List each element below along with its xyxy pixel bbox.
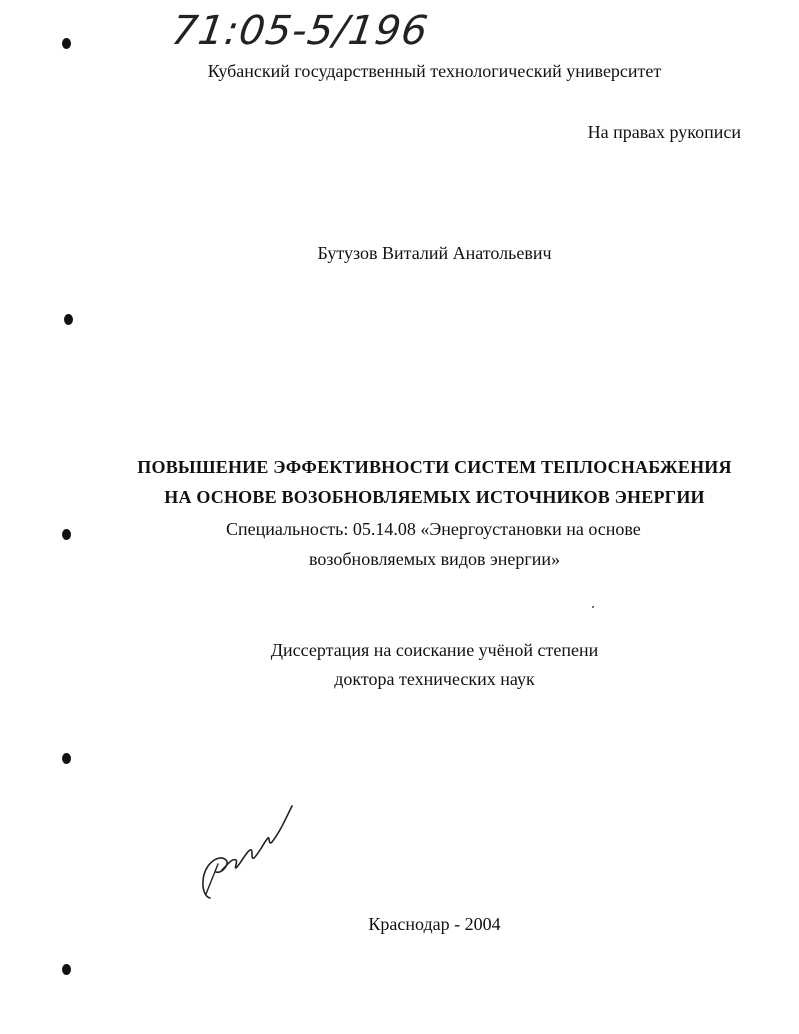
punch-hole-mark — [62, 964, 71, 975]
scan-speck — [592, 606, 594, 608]
university-name: Кубанский государственный технологический университет — [207, 61, 662, 81]
dissertation-degree-line-1: Диссертация на соискание учёной степени — [270, 640, 599, 660]
manuscript-rights-note: На правах рукописи — [587, 122, 741, 142]
punch-hole-mark — [62, 753, 71, 764]
author-name: Бутузов Виталий Анатольевич — [317, 243, 552, 263]
specialty-line-1: Специальность: 05.14.08 «Энергоустановки на основе — [226, 519, 641, 539]
archive-number-handwritten: 71:05-5/196 — [168, 8, 432, 54]
punch-hole-mark — [62, 529, 71, 540]
thesis-title-line-1: ПОВЫШЕНИЕ ЭФФЕКТИВНОСТИ СИСТЕМ ТЕПЛОСНАБЖЕНИЯ — [137, 457, 732, 477]
punch-hole-mark — [62, 38, 71, 49]
thesis-title-line-2: НА ОСНОВЕ ВОЗОБНОВЛЯЕМЫХ ИСТОЧНИКОВ ЭНЕРГИИ — [164, 487, 705, 507]
handwritten-signature-icon — [192, 798, 302, 908]
punch-hole-mark — [64, 314, 73, 325]
city-and-year: Краснодар - 2004 — [368, 914, 501, 934]
specialty-line-2: возобновляемых видов энергии» — [309, 549, 560, 569]
dissertation-degree-line-2: доктора технических наук — [334, 669, 535, 689]
